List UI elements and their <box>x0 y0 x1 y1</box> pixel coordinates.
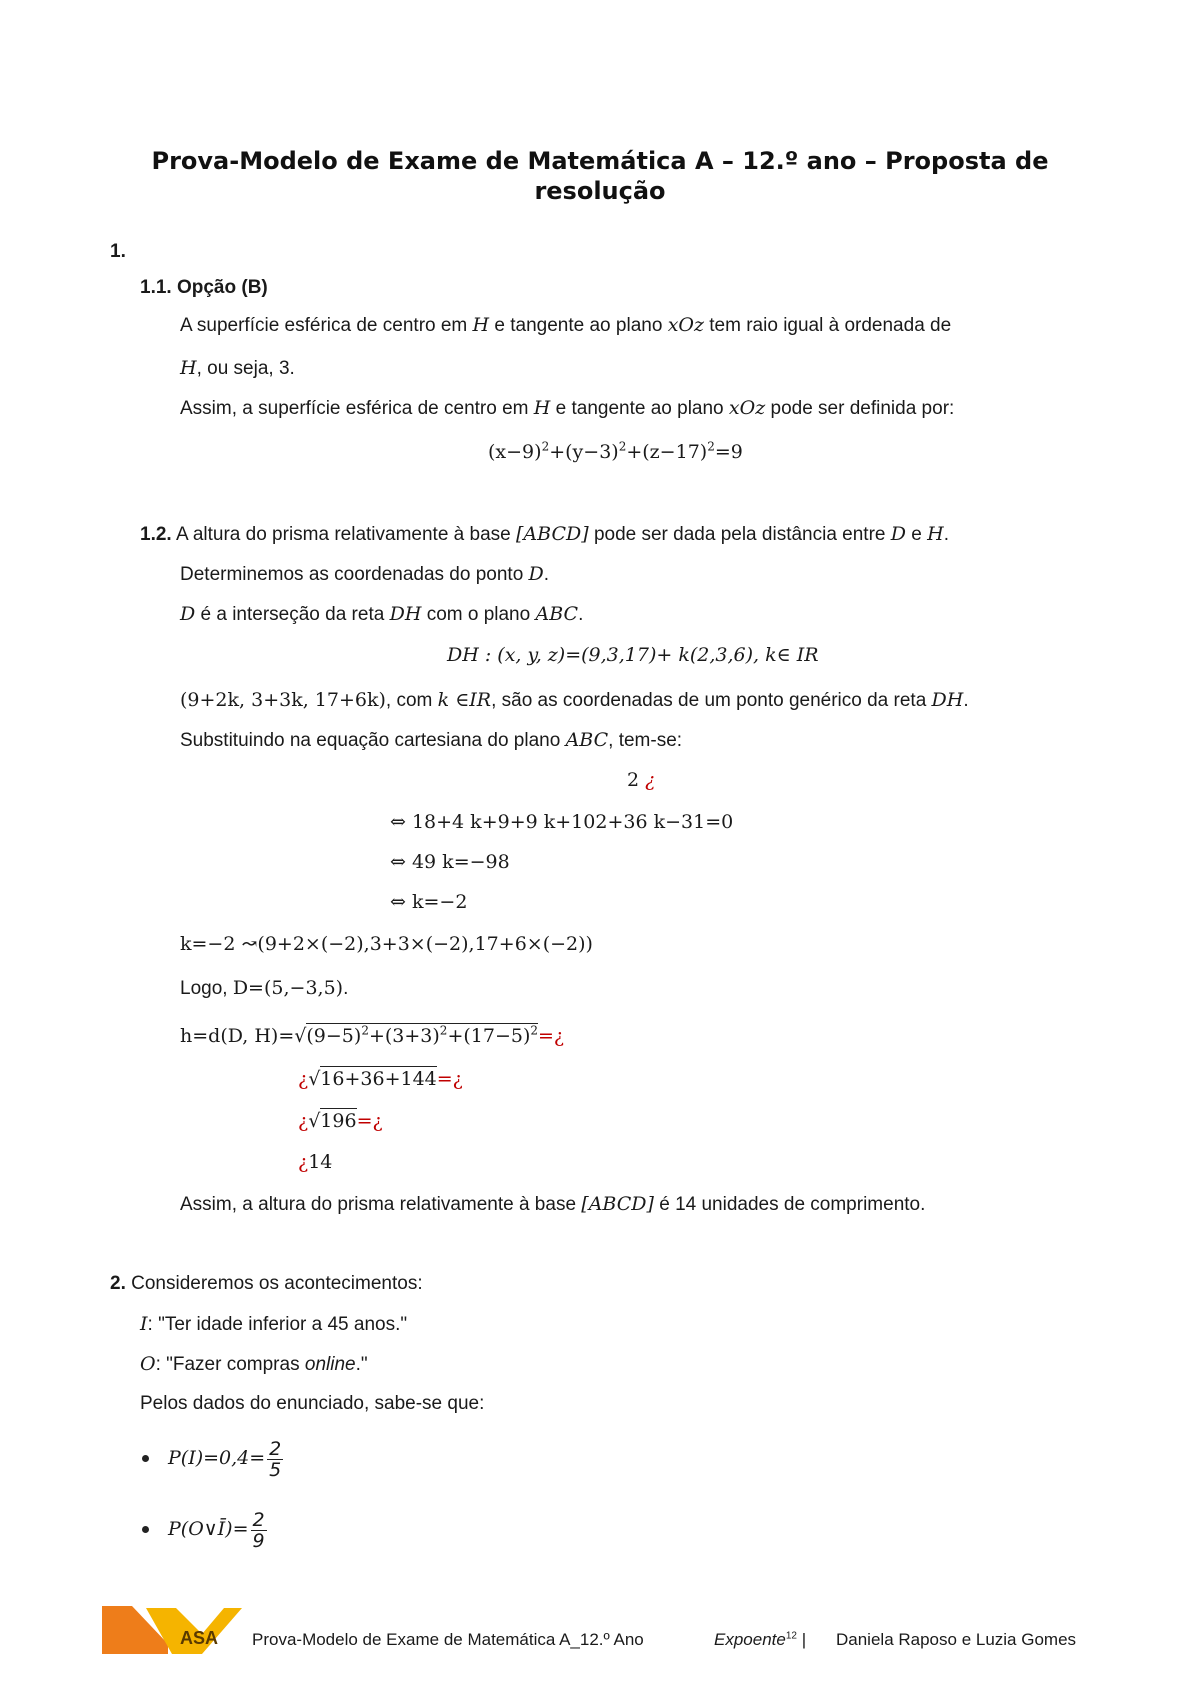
q12-calc-line1: ⇔ 18+4 k+9+9 k+102+36 k−31=0 <box>390 811 734 833</box>
q12-substitution: k=−2 ↝(9+2×(−2),3+3×(−2),17+6×(−2)) <box>180 933 593 955</box>
event-i-definition: I: "Ter idade inferior a 45 anos." <box>140 1313 408 1335</box>
footer-authors: Daniela Raposo e Luzia Gomes <box>836 1630 1077 1649</box>
page-title: Prova-Modelo de Exame de Matemática A – 12.º ano – Proposta de resolução <box>151 147 1049 205</box>
q12-paragraph-line5: Substituindo na equação cartesiana do plano ABC, tem-se: <box>180 729 683 751</box>
event-o-definition: O: "Fazer compras online." <box>140 1353 368 1375</box>
q12-distance-step3: ¿√196=¿ <box>298 1110 383 1132</box>
probability-bullet-1: P(I)=0,4= $\frac{2}{5}$ <box>168 1437 282 1481</box>
line-dh-vector-equation: DH : (x, y, z)=(9,3,17)+ k(2,3,6), k∈ IR <box>447 644 819 666</box>
bullet-dot <box>142 1526 149 1533</box>
q12-distance-step4: ¿14 <box>298 1151 333 1173</box>
q12-point-d-result: Logo, D=(5,−3,5). <box>180 977 349 999</box>
q11-paragraph-line1: A superfície esférica de centro em H e tangente ao plano xOz tem raio igual à ordenada de <box>180 314 952 336</box>
q12-generic-point-line: (9+2k, 3+3k, 17+6k), com k ∈IR, são as coordenadas de um ponto genérico da reta DH. <box>180 689 969 711</box>
q12-distance-step2: ¿√16+36+144=¿ <box>298 1068 463 1090</box>
q12-distance-formula: h=d(D, $H)=√(9-5)^2+(3+3)^2+(17-5)^2=¿$ <box>180 1023 565 1047</box>
svg-text:ASA: ASA <box>180 1628 219 1648</box>
q12-calc-line2: ⇔ 49 k=−98 <box>390 851 510 873</box>
bullet-dot <box>142 1455 149 1462</box>
q12-paragraph-line1: 1.2. A altura do prisma relativamente à base [ABCD] pode ser dada pela distância entre D e H. <box>140 523 949 545</box>
footer-brand: Expoente$^{12}$ | <box>714 1630 807 1649</box>
question-2-intro: 2. Consideremos os acontecimentos: <box>110 1273 423 1294</box>
question-1-number: 1. <box>110 241 126 262</box>
q12-paragraph-line2: Determinemos as coordenadas do ponto D. <box>180 563 550 585</box>
asa-logo <box>102 1604 242 1656</box>
question-1-1-heading: 1.1. Opção (B) <box>140 277 268 298</box>
q12-calc-line0: 2 ¿ <box>627 769 656 791</box>
q12-paragraph-line3: D é a interseção da reta DH com o plano ABC. <box>180 603 584 625</box>
q11-paragraph-line3: Assim, a superfície esférica de centro em H e tangente ao plano xOz pode ser definida por: <box>180 397 955 419</box>
q12-calc-line3: ⇔ k=−2 <box>390 891 468 913</box>
footer-doc-title: Prova-Modelo de Exame de Matemática A_12.º Ano <box>252 1630 644 1649</box>
sphere-equation: $(x-9)^2+(y-3)^2+(z-17)^2=9$ <box>488 439 743 463</box>
q11-paragraph-line2: H, ou seja, 3. <box>180 357 295 379</box>
given-data-intro: Pelos dados do enunciado, sabe-se que: <box>140 1393 485 1414</box>
probability-bullet-2: P(O∨Ī)= $\frac{2}{9}$ <box>168 1508 265 1552</box>
q12-conclusion: Assim, a altura do prisma relativamente à base [ABCD] é 14 unidades de comprimento. <box>180 1193 926 1215</box>
